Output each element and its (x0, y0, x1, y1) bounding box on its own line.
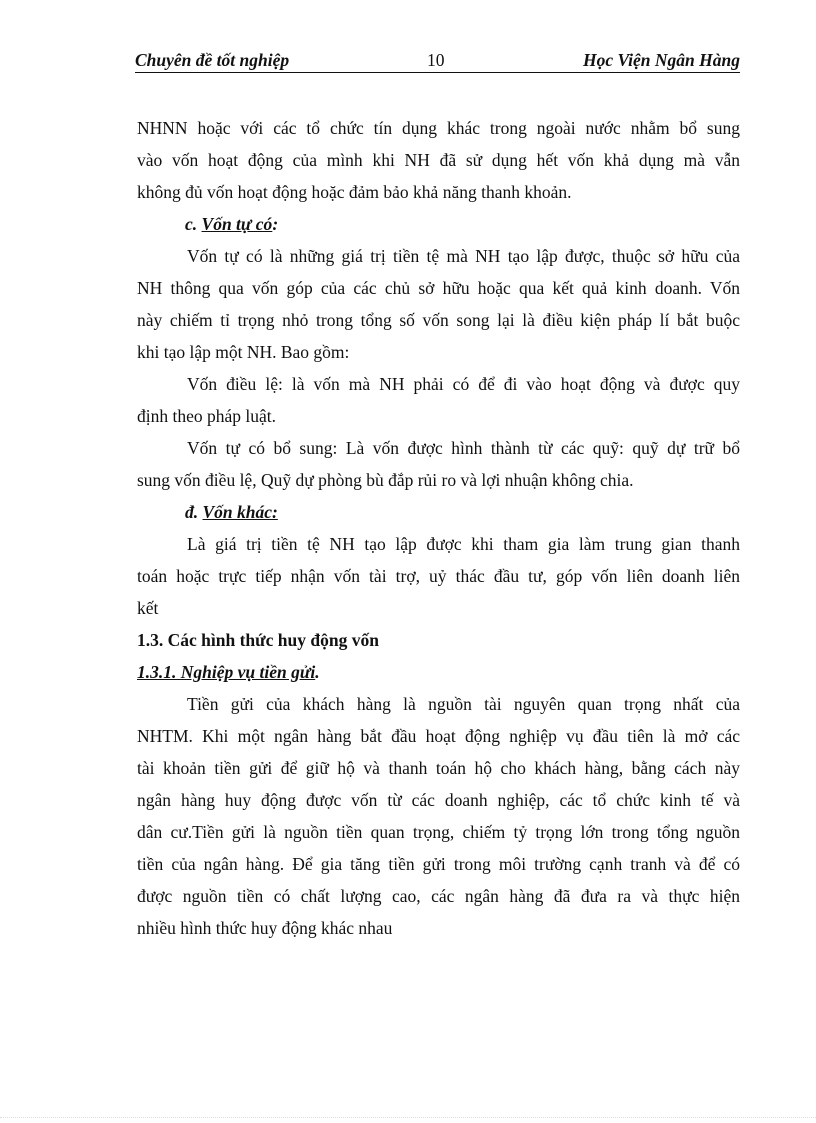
section-title: Vốn khác: (202, 502, 278, 522)
section-prefix: đ. (185, 502, 199, 522)
paragraph-line: Tiền gửi của khách hàng là nguồn tài nguyên quan trọng nhất của (187, 694, 740, 714)
header-divider (135, 72, 740, 73)
section-title: Vốn tự có (201, 214, 273, 234)
paragraph-line: Vốn tự có bổ sung: Là vốn được hình thành từ các quỹ: quỹ dự trữ bổ (187, 438, 740, 458)
document-title: Chuyên đề tốt nghiệp (135, 50, 290, 70)
paragraph-line: NH thông qua vốn góp của các chủ sở hữu hoặc qua kết quả kinh doanh. Vốn (137, 278, 740, 298)
subsection-title: 1.3.1. Nghiệp vụ tiền gửi (137, 662, 316, 682)
page-header (135, 48, 740, 72)
paragraph-line: NHTM. Khi một ngân hàng bắt đầu hoạt động nghiệp vụ đầu tiên là mở các (137, 726, 740, 746)
paragraph-line: Là giá trị tiền tệ NH tạo lập được khi tham gia làm trung gian thanh (187, 534, 740, 554)
paragraph-line: định theo pháp luật. (137, 406, 277, 426)
paragraph-line: được nguồn tiền có chất lượng cao, các ngân hàng đã đưa ra và thực hiện (137, 886, 740, 906)
paragraph-line: khi tạo lập một NH. Bao gồm: (137, 342, 350, 362)
section-heading-d (185, 501, 278, 523)
paragraph-line: vào vốn hoạt động của mình khi NH đã sử dụng hết vốn khả dụng mà vẫn (137, 150, 740, 170)
section-heading-c (185, 213, 278, 235)
paragraph-line: sung vốn điều lệ, Quỹ dự phòng bù đắp rủi ro và lợi nhuận không chia. (137, 470, 634, 490)
page-number: 10 (427, 50, 445, 70)
paragraph-line: Vốn tự có là những giá trị tiền tệ mà NH tạo lập được, thuộc sở hữu của (187, 246, 740, 266)
section-prefix: c. (185, 214, 198, 234)
heading-1-3-1 (137, 661, 740, 683)
paragraph-line: nhiều hình thức huy động khác nhau (137, 918, 393, 938)
institution-name: Học Viện Ngân Hàng (582, 50, 740, 70)
paragraph-line: này chiếm tỉ trọng nhỏ trong tổng số vốn song lại là điều kiện pháp lí bắt buộc (137, 310, 740, 330)
paragraph-line: tiền của ngân hàng. Để gia tăng tiền gửi trong môi trường cạnh tranh và để có (137, 854, 740, 874)
paragraph-line: dân cư.Tiền gửi là nguồn tiền quan trọng, chiếm tỷ trọng lớn trong tổng nguồn (137, 822, 740, 842)
paragraph-line: toán hoặc trực tiếp nhận vốn tài trợ, uỷ thác đầu tư, góp vốn liên doanh liên (137, 566, 740, 586)
heading-1-3: 1.3. Các hình thức huy động vốn (137, 630, 379, 650)
paragraph-line: NHNN hoặc với các tổ chức tín dụng khác trong ngoài nước nhằm bổ sung (137, 118, 740, 138)
page-bottom-edge (0, 1117, 816, 1118)
paragraph-line: không đủ vốn hoạt động hoặc đảm bảo khả năng thanh khoản. (137, 182, 572, 202)
paragraph-line: kết (137, 598, 159, 618)
subsection-dot: . (315, 662, 320, 682)
section-colon: : (272, 214, 279, 234)
paragraph-line: tài khoản tiền gửi để giữ hộ và thanh toán hộ cho khách hàng, bằng cách này (137, 758, 740, 778)
paragraph-line: ngân hàng huy động được vốn từ các doanh nghiệp, các tổ chức kinh tế và (137, 790, 740, 810)
paragraph-line: Vốn điều lệ: là vốn mà NH phải có để đi vào hoạt động và được quy (187, 374, 740, 394)
